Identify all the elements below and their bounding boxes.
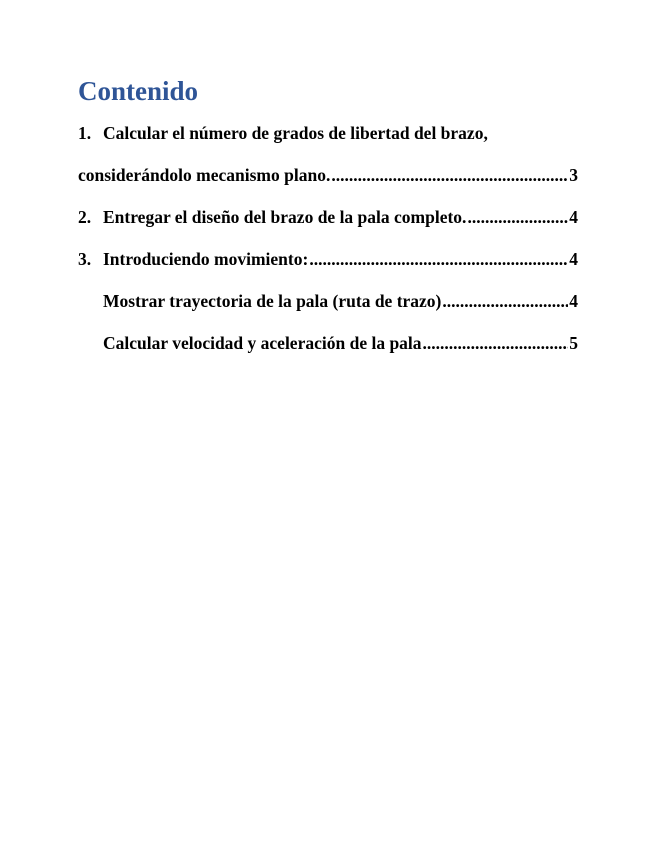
toc-entry-text: Entregar el diseño del brazo de la pala completo.: [103, 207, 467, 228]
toc-dot-leader: [442, 291, 568, 312]
toc-entry-number: 3.: [78, 249, 92, 270]
toc-entry-3[interactable]: [78, 249, 578, 270]
toc-entry-text: Calcular el número de grados de libertad del brazo,: [103, 123, 488, 144]
toc-title: Contenido: [78, 76, 199, 106]
toc-entry-2[interactable]: [78, 207, 578, 228]
toc-dot-leader: [309, 249, 568, 270]
toc-subentry-2[interactable]: [78, 333, 578, 354]
toc-subentry-text: Mostrar trayectoria de la pala (ruta de trazo): [103, 291, 442, 312]
toc-subentry-text: Calcular velocidad y aceleración de la pala: [103, 333, 422, 354]
toc-entry-text: Introduciendo movimiento:: [103, 249, 309, 270]
toc-entry-number: 1.: [78, 123, 92, 144]
toc-dot-leader: [331, 165, 568, 186]
toc-dot-leader: [467, 207, 568, 228]
toc-page-number: 4: [569, 291, 578, 312]
toc-entry-number: 2.: [78, 207, 92, 228]
toc-page-number: 3: [569, 165, 578, 186]
toc-page-number: 5: [569, 333, 578, 354]
toc-subentry-1[interactable]: [78, 291, 578, 312]
toc-page-number: 4: [569, 249, 578, 270]
toc-dot-leader: [423, 333, 569, 354]
toc-entry-1[interactable]: [78, 123, 578, 186]
toc-page-number: 4: [569, 207, 578, 228]
toc-entry-text-continued: considerándolo mecanismo plano.: [78, 165, 331, 186]
table-of-contents: [78, 75, 578, 375]
